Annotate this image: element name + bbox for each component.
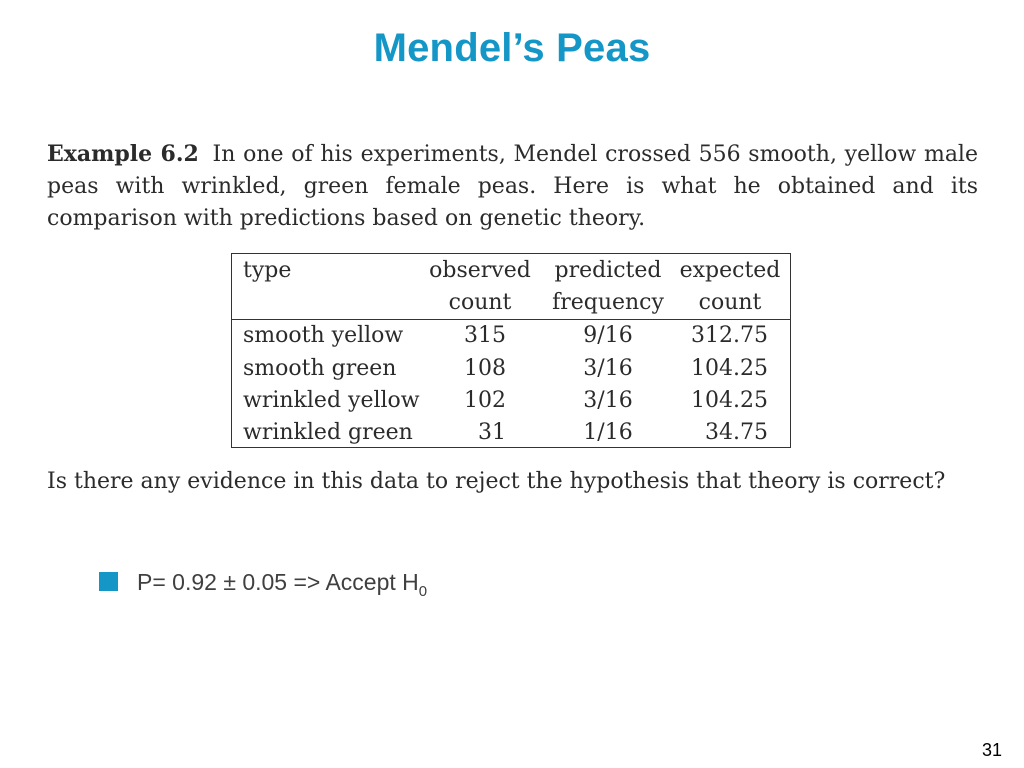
page-number: 31 <box>981 740 1002 760</box>
table-row <box>232 384 790 417</box>
square-bullet-icon <box>99 572 118 591</box>
row-observed: 102 <box>464 388 506 413</box>
row-predicted: 1/16 <box>583 420 633 445</box>
row-expected: 34.75 <box>705 420 768 445</box>
example-paragraph <box>47 138 978 235</box>
results-table <box>231 253 791 448</box>
table-row <box>232 352 790 385</box>
example-text: In one of his experiments, Mendel crossed 556 smooth, yellow male peas with wrinkled, green female peas. Here is what he obtained and its comparison with predictions based on genetic theory. <box>47 142 978 231</box>
row-type: smooth green <box>243 356 397 381</box>
header-type: type <box>243 258 292 283</box>
table-row <box>232 319 790 352</box>
row-observed: 108 <box>464 356 506 381</box>
example-label: Example 6.2 <box>47 141 199 167</box>
header-predicted-frequency: frequency <box>552 290 664 315</box>
slide-title: Mendel’s Peas <box>373 26 651 70</box>
header-predicted: predicted <box>554 258 662 283</box>
table-row <box>232 416 790 449</box>
row-expected: 312.75 <box>691 323 768 348</box>
result-bullet <box>99 566 427 598</box>
table-header-row <box>232 254 790 287</box>
row-type: wrinkled green <box>243 420 413 445</box>
header-expected: expected <box>679 258 781 283</box>
row-expected: 104.25 <box>691 388 768 413</box>
header-expected-count: count <box>698 290 762 315</box>
result-subscript: 0 <box>418 583 428 600</box>
question-text: Is there any evidence in this data to reject the hypothesis that theory is correct? <box>47 469 946 494</box>
header-observed-count: count <box>448 290 512 315</box>
row-observed: 315 <box>464 323 506 348</box>
row-predicted: 3/16 <box>583 356 633 381</box>
result-text: P= 0.92 ± 0.05 => Accept H <box>137 569 419 595</box>
row-predicted: 9/16 <box>583 323 633 348</box>
row-predicted: 3/16 <box>583 388 633 413</box>
row-observed: 31 <box>478 420 506 445</box>
table-header-row-2 <box>232 286 790 319</box>
row-expected: 104.25 <box>691 356 768 381</box>
header-observed: observed <box>429 258 531 283</box>
row-type: wrinkled yellow <box>243 388 420 413</box>
row-type: smooth yellow <box>243 323 404 348</box>
